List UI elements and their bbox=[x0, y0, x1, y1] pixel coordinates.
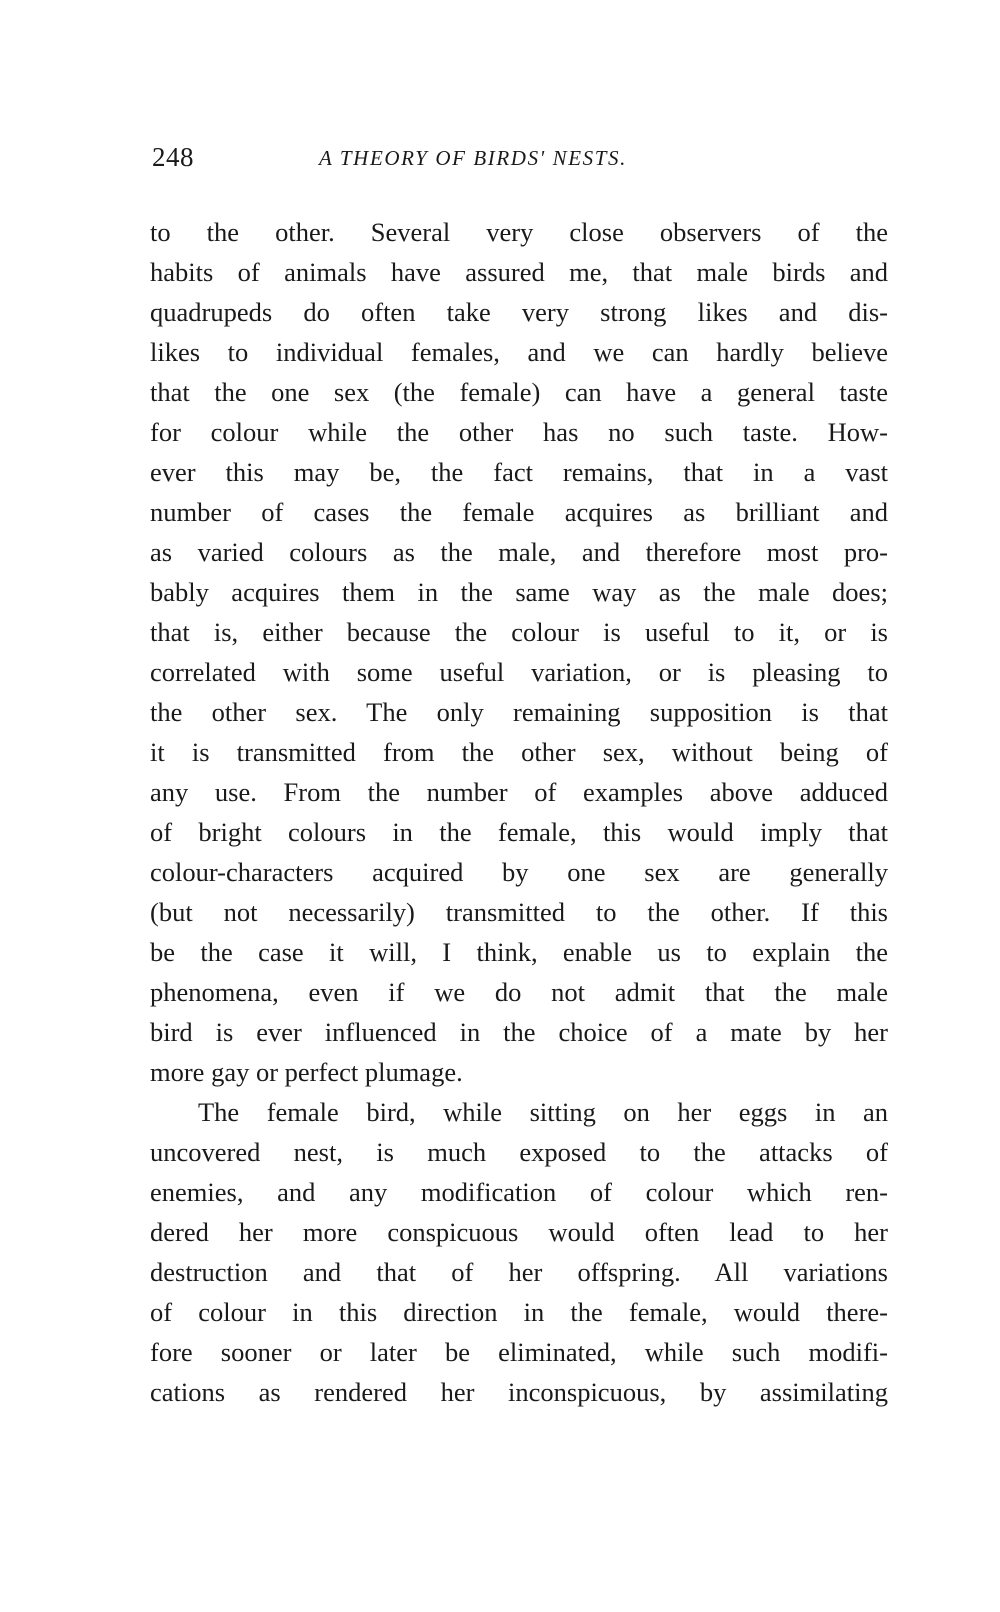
paragraph-first-line: The female bird, while sitting on her eggs in an bbox=[198, 1097, 888, 1127]
text-line: to the other. Several very close observers of the bbox=[150, 217, 888, 247]
text-line: dered her more conspicuous would often lead to her bbox=[150, 1217, 888, 1247]
text-line: be the case it will, I think, enable us to explain the bbox=[150, 937, 888, 967]
text-line: cations as rendered her inconspicuous, by assimilating bbox=[150, 1377, 888, 1407]
text-line: enemies, and any modification of colour which ren- bbox=[150, 1177, 888, 1207]
running-head bbox=[152, 142, 892, 182]
text-line: as varied colours as the male, and therefore most pro- bbox=[150, 537, 888, 567]
text-line: habits of animals have assured me, that male birds and bbox=[150, 257, 888, 287]
text-line: for colour while the other has no such taste. How- bbox=[150, 417, 888, 447]
text-line: correlated with some useful variation, or is pleasing to bbox=[150, 657, 888, 687]
text-line: that is, either because the colour is useful to it, or is bbox=[150, 617, 888, 647]
text-line: colour-characters acquired by one sex are generally bbox=[150, 857, 888, 887]
text-line: phenomena, even if we do not admit that the male bbox=[150, 977, 888, 1007]
paragraph-last-line: more gay or perfect plumage. bbox=[150, 1057, 463, 1087]
text-line: destruction and that of her offspring. All variations bbox=[150, 1257, 888, 1287]
body-text bbox=[150, 212, 888, 1412]
text-line: ever this may be, the fact remains, that in a vast bbox=[150, 457, 888, 487]
text-line: any use. From the number of examples above adduced bbox=[150, 777, 888, 807]
text-line: fore sooner or later be eliminated, while such modifi- bbox=[150, 1337, 888, 1367]
text-line: bably acquires them in the same way as the male does; bbox=[150, 577, 888, 607]
text-line: likes to individual females, and we can hardly believe bbox=[150, 337, 888, 367]
text-line: that the one sex (the female) can have a general taste bbox=[150, 377, 888, 407]
page-number: 248 bbox=[152, 142, 194, 172]
text-line: it is transmitted from the other sex, without being of bbox=[150, 737, 888, 767]
text-line: bird is ever influenced in the choice of a mate by her bbox=[150, 1017, 888, 1047]
text-line: of colour in this direction in the female, would there- bbox=[150, 1297, 888, 1327]
text-line: quadrupeds do often take very strong likes and dis- bbox=[150, 297, 888, 327]
text-line: uncovered nest, is much exposed to the attacks of bbox=[150, 1137, 888, 1167]
text-line: number of cases the female acquires as brilliant and bbox=[150, 497, 888, 527]
running-title: A THEORY OF BIRDS' NESTS. bbox=[319, 146, 627, 170]
text-line: of bright colours in the female, this would imply that bbox=[150, 817, 888, 847]
text-line: (but not necessarily) transmitted to the other. If this bbox=[150, 897, 888, 927]
text-line: the other sex. The only remaining supposition is that bbox=[150, 697, 888, 727]
